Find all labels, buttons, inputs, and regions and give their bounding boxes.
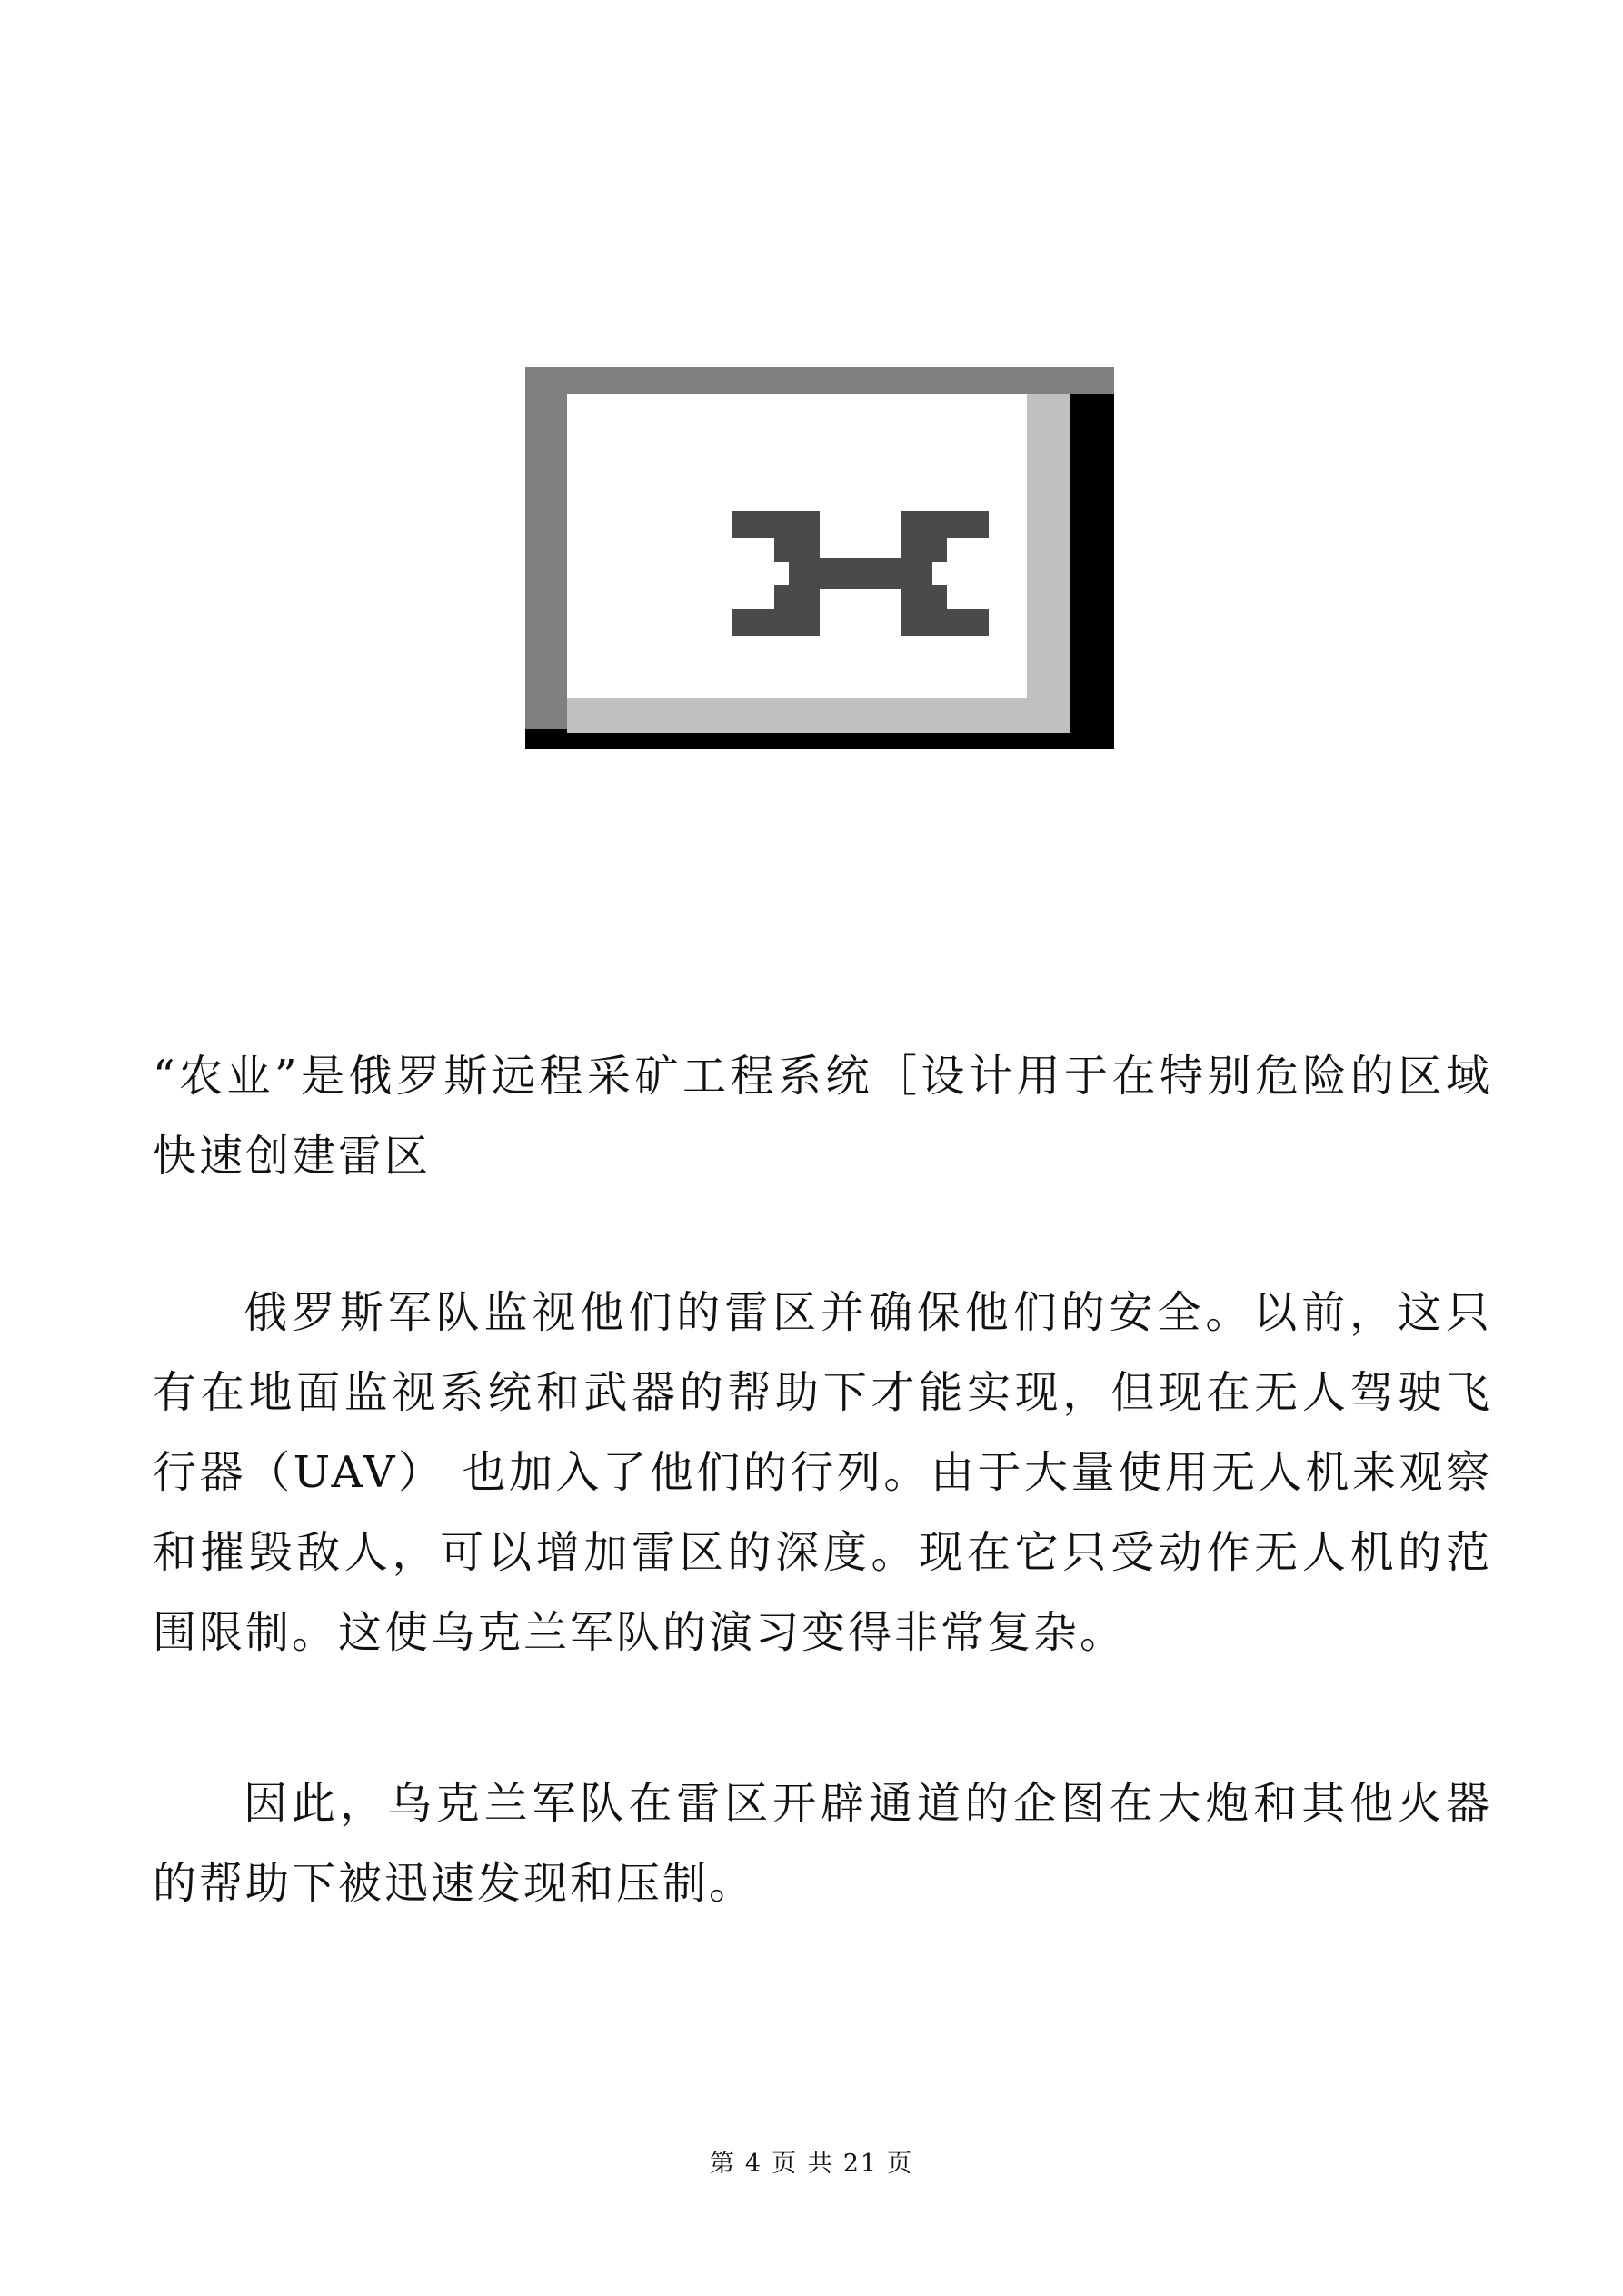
frame-shadow	[1070, 394, 1114, 749]
broken-image-icon	[732, 511, 989, 636]
frame-highlight	[1027, 394, 1070, 733]
figure-caption: “农业”是俄罗斯远程采矿工程系统［设计用于在特别危险的区域快速创建雷区	[153, 1051, 1492, 1182]
frame-edge	[525, 367, 1114, 394]
frame-edge	[525, 367, 567, 749]
frame-highlight	[567, 698, 1070, 733]
page-number: 4	[744, 2150, 763, 2178]
footer-suffix: 页	[887, 2150, 914, 2178]
footer-prefix: 第	[709, 2150, 736, 2178]
image-placeholder	[525, 367, 1114, 749]
image-canvas	[567, 394, 1027, 698]
page-footer	[0, 2143, 1623, 2179]
footer-middle: 页 共	[772, 2150, 834, 2178]
total-pages: 21	[842, 2150, 879, 2178]
body-paragraph: 因此，乌克兰军队在雷区开辟通道的企图在大炮和其他火器的帮助下被迅速发现和压制。	[153, 1778, 1492, 1909]
body-paragraph: 俄罗斯军队监视他们的雷区并确保他们的安全。以前，这只有在地面监视系统和武器的帮助下才能实现，但现在无人驾驶飞行器（UAV） 也加入了他们的行列。由于大量使用无人机来观察和摧毁敌人，可以增加雷区的深度。现在它只受动作无人机的范围限制。这使乌克兰军队的演习变得非常复杂。	[153, 1287, 1492, 1658]
